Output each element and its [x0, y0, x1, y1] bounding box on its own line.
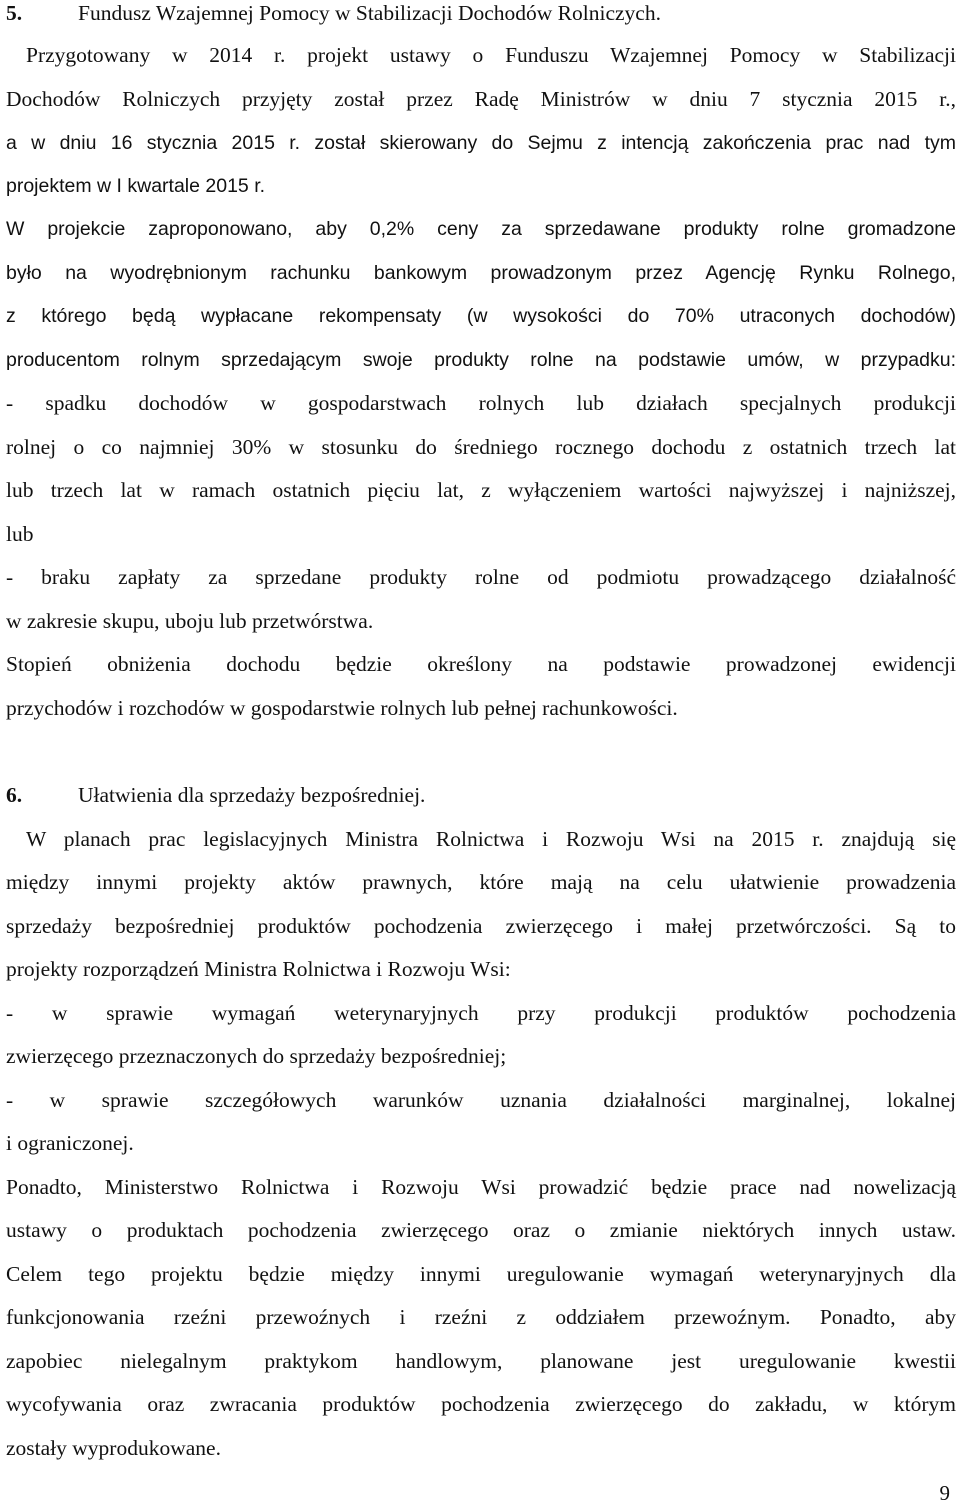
section-5-heading — [6, 0, 956, 26]
paragraph-line: Przygotowany w 2014 r. projekt ustawy o Funduszu Wzajemnej Pomocy w Stabilizacji — [26, 43, 956, 67]
list-item-line: - w sprawie szczegółowych warunków uznania działalności marginalnej, lokalnej — [6, 1088, 956, 1112]
page-number: 9 — [939, 1481, 950, 1505]
list-item-line: - spadku dochodów w gospodarstwach rolnych lub działach specjalnych produkcji — [6, 391, 956, 415]
paragraph-line: z którego będą wypłacane rekompensaty (w wysokości do 70% utraconych dochodów) — [6, 305, 956, 327]
paragraph-line: projekty rozporządzeń Ministra Rolnictwa i Rozwoju Wsi: — [6, 957, 511, 981]
paragraph-line: Celem tego projektu będzie między innymi uregulowanie wymagań weterynaryjnych dla — [6, 1262, 956, 1286]
list-item-line: i ograniczonej. — [6, 1131, 134, 1155]
paragraph-line: ustawy o produktach pochodzenia zwierzęcego oraz o zmianie niektórych innych ustaw. — [6, 1218, 956, 1242]
paragraph-line: było na wyodrębnionym rachunku bankowym prowadzonym przez Agencję Rynku Rolnego, — [6, 262, 956, 284]
section-6-title: Ułatwienia dla sprzedaży bezpośredniej. — [78, 783, 426, 807]
list-item-line: lub trzech lat w ramach ostatnich pięciu lat, z wyłączeniem wartości najwyższej i najniższej, — [6, 478, 956, 502]
list-item-line: zwierzęcego przeznaczonych do sprzedaży bezpośredniej; — [6, 1044, 507, 1068]
list-item-line: rolnej o co najmniej 30% w stosunku do średniego rocznego dochodu z ostatnich trzech lat — [6, 435, 956, 459]
paragraph-line: zostały wyprodukowane. — [6, 1436, 221, 1460]
paragraph-line: wycofywania oraz zwracania produktów pochodzenia zwierzęcego do zakładu, w którym — [6, 1392, 956, 1416]
paragraph-line: producentom rolnym sprzedającym swoje produkty rolne na podstawie umów, w przypadku: — [6, 349, 956, 371]
paragraph-line: zapobiec nielegalnym praktykom handlowym, planowane jest uregulowanie kwestii — [6, 1349, 956, 1373]
paragraph-line: sprzedaży bezpośredniej produktów pochodzenia zwierzęcego i małej przetwórczości. Są to — [6, 914, 956, 938]
paragraph-line: przychodów i rozchodów w gospodarstwie rolnych lub pełnej rachunkowości. — [6, 696, 678, 720]
paragraph-line: między innymi projekty aktów prawnych, które mają na celu ułatwienie prowadzenia — [6, 870, 956, 894]
list-item-line: lub — [6, 522, 34, 546]
paragraph-line: W planach prac legislacyjnych Ministra Rolnictwa i Rozwoju Wsi na 2015 r. znajdują się — [26, 827, 956, 851]
section-6-heading — [6, 782, 956, 808]
section-5-number: 5. — [6, 1, 23, 25]
list-item-line: - braku zapłaty za sprzedane produkty rolne od podmiotu prowadzącego działalność — [6, 565, 956, 589]
list-item-line: w zakresie skupu, uboju lub przetwórstwa. — [6, 609, 374, 633]
list-item-line: - w sprawie wymagań weterynaryjnych przy produkcji produktów pochodzenia — [6, 1001, 956, 1025]
paragraph-line: W projekcie zaproponowano, aby 0,2% ceny za sprzedawane produkty rolne gromadzone — [6, 218, 956, 240]
paragraph-line: Ponadto, Ministerstwo Rolnictwa i Rozwoju Wsi prowadzić będzie prace nad nowelizacją — [6, 1175, 956, 1199]
paragraph-line: Dochodów Rolniczych przyjęty został przez Radę Ministrów w dniu 7 stycznia 2015 r., — [6, 87, 956, 111]
section-5-title: Fundusz Wzajemnej Pomocy w Stabilizacji Dochodów Rolniczych. — [78, 1, 661, 25]
section-6-number: 6. — [6, 783, 23, 807]
paragraph-line: Stopień obniżenia dochodu będzie określony na podstawie prowadzonej ewidencji — [6, 652, 956, 676]
paragraph-line: a w dniu 16 stycznia 2015 r. został skierowany do Sejmu z intencją zakończenia prac nad tym — [6, 132, 956, 154]
paragraph-line: projektem w I kwartale 2015 r. — [6, 175, 266, 197]
paragraph-line: funkcjonowania rzeźni przewoźnych i rzeźni z oddziałem przewoźnym. Ponadto, aby — [6, 1305, 956, 1329]
